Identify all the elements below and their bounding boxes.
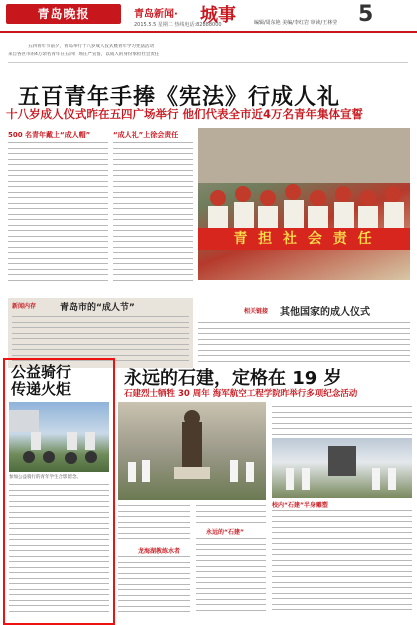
sidebar-title: 青岛市的“成人节”	[60, 303, 135, 313]
newspaper-logo: 青岛晚报	[6, 4, 121, 24]
intro-line: 五四青年节前夕，青岛举行十八岁成人仪式暨青年学习宪法活动	[28, 44, 154, 49]
article-body	[113, 142, 193, 287]
story2-body	[272, 510, 412, 620]
story2-subsection: 校内“石建”半身雕塑	[272, 502, 328, 509]
story2-body	[118, 505, 190, 543]
torch-body	[9, 484, 109, 618]
issue-date: 2015.5.5 星期二 热线电话:82888000	[134, 22, 222, 28]
story2-body	[272, 406, 412, 436]
main-subhead: 十八岁成人仪式昨在五四广场举行 他们代表全市近4万名青年集体宣誓	[6, 107, 364, 121]
intro-line: 来自各区市的4万余名青年在五四广场庄严宣誓，以成人的身份承担社会责任	[8, 52, 160, 57]
right-column-head: “成人礼”上徐会责任	[113, 131, 179, 139]
story2-subhead: 石建烈士牺牲 30 周年 海军航空工程学院昨举行多项纪念活动	[124, 389, 358, 399]
page-number: 5	[358, 2, 374, 27]
story2-subsection: 龙海湖教练水者	[138, 548, 181, 555]
cyclists-illustration	[9, 402, 109, 472]
story2-subsection: 永远的“石建”	[206, 529, 244, 536]
story2-body	[196, 538, 266, 620]
related-body	[198, 322, 410, 362]
masthead-divider	[0, 31, 417, 33]
section-title: 城事	[200, 5, 236, 26]
related-title: 其他国家的成人仪式	[280, 307, 370, 318]
story2-body	[196, 505, 266, 525]
ceremony-photo	[272, 438, 412, 498]
torch-title: 公益骑行 传递火炬	[11, 363, 72, 398]
torch-caption: 参加公益骑行的青年学生合影留念。	[9, 475, 81, 480]
main-headline: 五百青年手捧《宪法》行成人礼	[18, 85, 341, 110]
editor-credits: 编辑/周东艳 美编/李红岩 审读/王林莹	[254, 20, 338, 26]
torch-photo	[9, 402, 109, 472]
statue-illustration	[118, 402, 266, 500]
sidebar-tag: 新闻内存	[12, 303, 37, 310]
photo-banner: 青 担 社 会 责 任	[198, 228, 410, 250]
article-body	[8, 142, 108, 287]
torch-relay-box	[3, 358, 115, 625]
sidebar-body	[12, 316, 189, 364]
story2-body	[118, 556, 190, 620]
ceremony-illustration	[272, 438, 412, 498]
section-label: 青岛新闻·	[134, 9, 178, 20]
related-tag: 相关链接	[244, 308, 269, 315]
crowd-illustration	[198, 128, 410, 280]
memorial-photo	[118, 402, 266, 500]
main-photo	[198, 128, 410, 280]
divider	[8, 62, 408, 63]
left-column-head: 500 名青年戴上“成人帽”	[8, 131, 91, 139]
story2-headline: 永远的石建，定格在 19 岁	[124, 368, 342, 389]
